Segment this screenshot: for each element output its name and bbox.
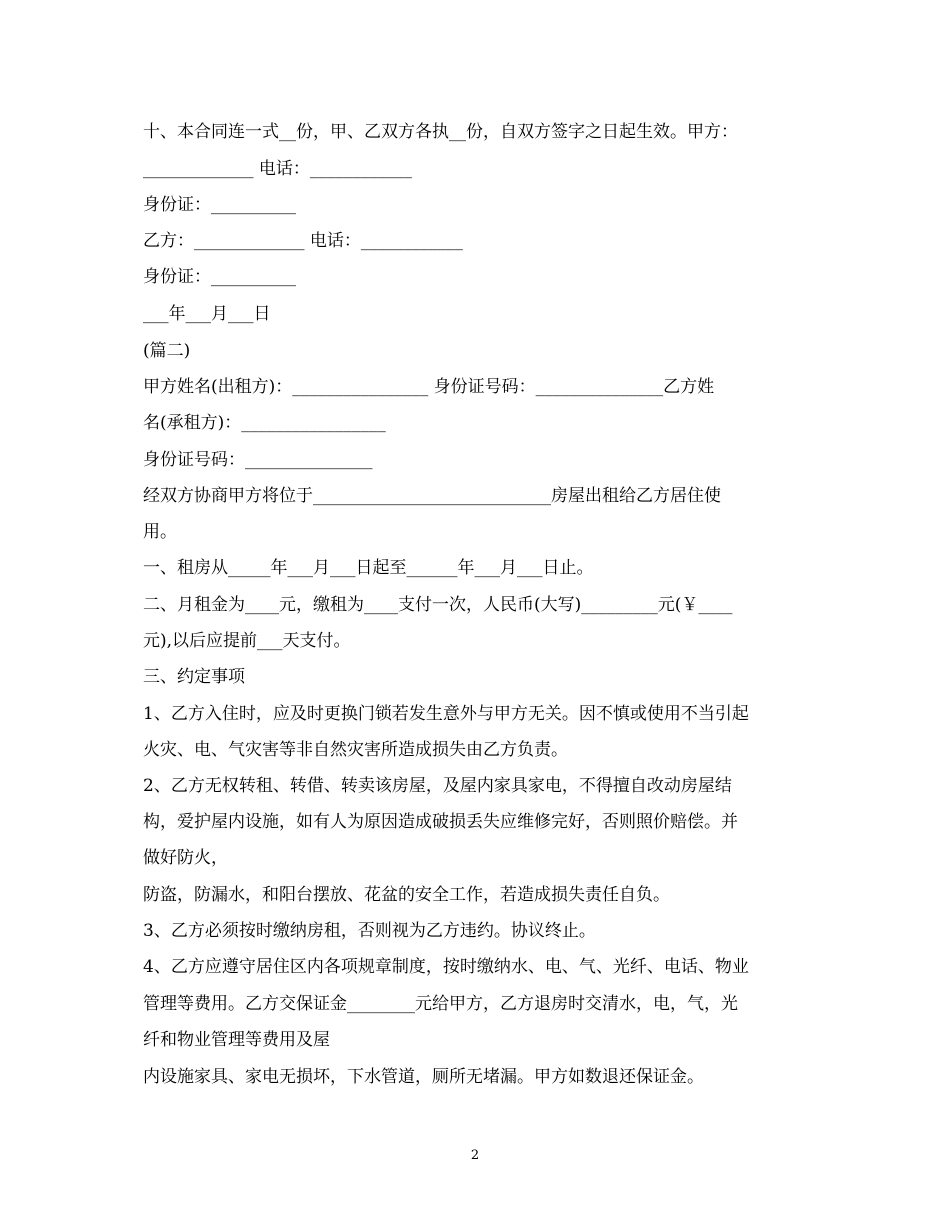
text-line: 乙方：_____________ 电话：____________ xyxy=(143,231,463,251)
text-line: 甲方姓名(出租方)：________________ 身份证号码：_______________乙方姓 xyxy=(143,377,715,397)
text-line: 身份证号码：_______________ xyxy=(143,450,373,470)
text-line: 身份证：__________ xyxy=(143,267,296,287)
text-line: 用。 xyxy=(143,522,177,542)
text-line: 身份证：__________ xyxy=(143,195,296,215)
text-line: 3、乙方必须按时缴纳房租，否则视为乙方违约。协议终止。 xyxy=(143,921,596,941)
text-line: 纤和物业管理等费用及屋 xyxy=(143,1030,330,1050)
text-line: 防盗，防漏水，和阳台摆放、花盆的安全工作，若造成损失责任自负。 xyxy=(143,885,670,905)
text-line: 1、乙方入住时，应及时更换门锁若发生意外与甲方无关。因不慎或使用不当引起 xyxy=(143,704,749,724)
text-line: ___年___月___日 xyxy=(143,304,271,324)
text-line: 火灾、电、气灾害等非自然灾害所造成损失由乙方负责。 xyxy=(143,740,568,760)
text-line: 十、本合同连一式__份，甲、乙双方各执__份，自双方签字之日起生效。甲方： xyxy=(143,122,738,142)
text-line: 管理等费用。乙方交保证金________元给甲方，乙方退房时交清水，电，气，光 xyxy=(143,994,738,1014)
text-line: 二、月租金为____元，缴租为____支付一次，人民币(大写)_________元(￥____ xyxy=(143,595,733,615)
text-line: 构，爱护屋内设施，如有人为原因造成破损丢失应维修完好，否则照价赔偿。并 xyxy=(143,812,738,832)
text-line: 内设施家具、家电无损坏，下水管道，厕所无堵漏。甲方如数退还保证金。 xyxy=(143,1067,704,1087)
section-heading: 三、约定事项 xyxy=(143,667,245,687)
text-line: 名(承租方)：_________________ xyxy=(143,413,386,433)
text-line: 一、租房从_____年___月___日起至______年___月___日止。 xyxy=(143,558,594,578)
section-heading: (篇二) xyxy=(143,341,191,361)
text-line: 元),以后应提前___天支付。 xyxy=(143,631,351,651)
text-line: _____________ 电话：____________ xyxy=(143,159,412,179)
text-line: 经双方协商甲方将位于____________________________房屋出租给乙方居住使 xyxy=(143,486,721,506)
text-line: 4、乙方应遵守居住区内各项规章制度，按时缴纳水、电、气、光纤、电话、物业 xyxy=(143,957,749,977)
page-number: 2 xyxy=(470,1148,480,1163)
text-line: 2、乙方无权转租、转借、转卖该房屋，及屋内家具家电，不得擅自改动房屋结 xyxy=(143,776,732,796)
text-line: 做好防火， xyxy=(143,848,228,868)
